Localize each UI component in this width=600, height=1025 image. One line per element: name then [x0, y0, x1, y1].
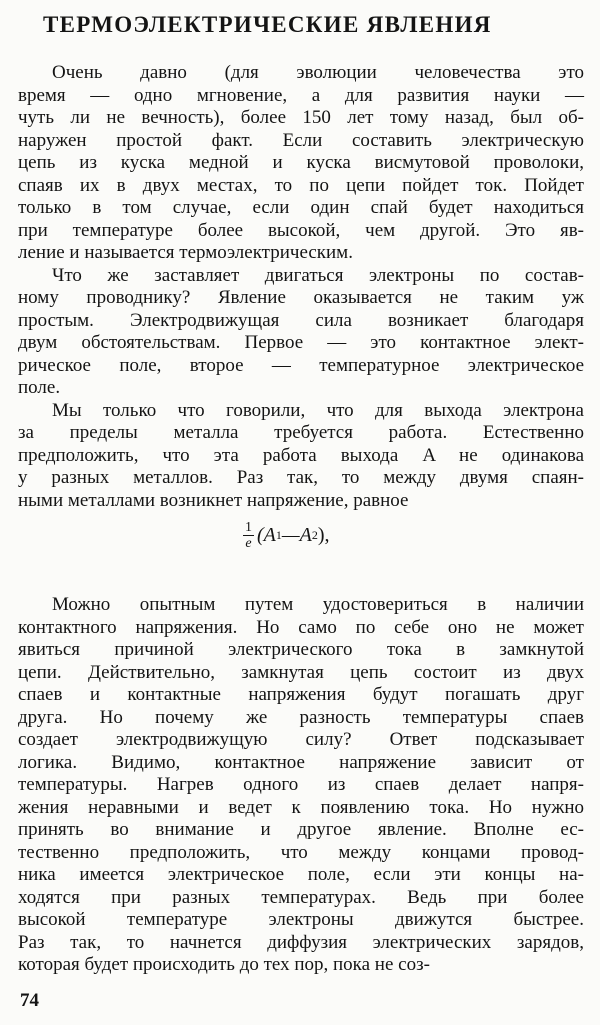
text-line: ному проводнику? Явление оказывается не таким уж — [18, 287, 584, 308]
text-line: ника имеется электрическое поле, если эти концы на- — [18, 864, 584, 885]
text-line: ными металлами возникнет напряжение, равное — [18, 489, 409, 511]
text-line: которая будет происходить до тех пор, пока не соз- — [18, 954, 430, 975]
text-line: только в том случае, если один спай будет находиться — [18, 197, 584, 218]
text-line: принять во внимание и другое явление. Вполне ес- — [18, 819, 584, 840]
text-line: Что же заставляет двигаться электроны по состав- — [52, 264, 584, 286]
text-line: высокой температуре электроны движутся быстрее. — [18, 909, 584, 930]
text-line: рическое поле, второе — температурное электрическое — [18, 354, 584, 376]
text-line: Можно опытным путем удостовериться в наличии — [52, 594, 584, 615]
text-line: ление и называется термоэлектрическим. — [18, 242, 353, 263]
text-line: спаев и контактные напряжения будут погашать друг — [18, 684, 584, 705]
fraction — [243, 520, 254, 551]
formula-sub-2: 2 — [311, 528, 318, 542]
formula-close: ), — [317, 524, 330, 546]
text-line: Мы только что говорили, что для выхода электрона — [52, 399, 584, 421]
text-line: Раз так, то начнется диффузия электрических зарядов, — [18, 931, 584, 953]
fraction-numerator: 1 — [245, 520, 252, 535]
text-line: время — одно мгновение, а для развития науки — — [18, 84, 584, 106]
text-line: создает электродвижущую силу? Ответ подсказывает — [18, 729, 584, 750]
text-line: простым. Электродвижущая сила возникает благодаря — [18, 309, 584, 331]
text-line: цепь из куска медной и куска висмутовой проволоки, — [18, 152, 584, 173]
text-line: Очень давно (для эволюции человечества это — [52, 62, 584, 83]
text-block-2 — [18, 594, 584, 977]
text-line: тественно предположить, что между концами провод- — [18, 841, 584, 863]
text-line: у разных металлов. Раз так, то между двумя спаян- — [18, 467, 584, 488]
text-line: логика. Видимо, контактное напряжение зависит от — [18, 751, 584, 773]
text-line: жения неравными и ведет к появлению тока. Но нужно — [18, 796, 584, 818]
text-line: за пределы металла требуется работа. Естественно — [18, 422, 584, 443]
text-line: предположить, что эта работа выхода A не одинакова — [18, 444, 584, 466]
text-line: двум обстоятельствам. Первое — это контактное элект- — [18, 332, 584, 353]
formula — [243, 520, 330, 551]
text-line: спаяв их в двух местах, то по цепи пойдет ток. Пойдет — [18, 174, 584, 196]
text-line: чуть ли не вечность), более 150 лет тому назад, был об- — [18, 107, 584, 128]
text-line: явиться причиной электрического тока в замкнутой — [18, 639, 584, 660]
text-line: при температуре более высокой, чем другой. Это яв- — [18, 219, 584, 241]
text-block-1 — [18, 62, 584, 512]
formula-sub-1: 1 — [275, 528, 282, 542]
text-line: друга. Но почему же разность температуры спаев — [18, 706, 584, 728]
formula-minus: —A — [281, 524, 312, 546]
text-line: контактного напряжения. Но само по себе оно не может — [18, 616, 584, 638]
formula-open: (A — [257, 524, 276, 546]
text-line: ходятся при разных температурах. Ведь при более — [18, 886, 584, 908]
text-line: наружен простой факт. Если составить электрическую — [18, 129, 584, 151]
fraction-denominator: e — [245, 536, 252, 551]
text-line: температуры. Нагрев одного из спаев делает напря- — [18, 774, 584, 795]
text-line: поле. — [18, 377, 61, 398]
text-line: цепи. Действительно, замкнутая цепь состоит из двух — [18, 661, 584, 683]
page-number: 74 — [20, 990, 39, 1011]
section-title: ТЕРМОЭЛЕКТРИЧЕСКИЕ ЯВЛЕНИЯ — [43, 12, 492, 37]
